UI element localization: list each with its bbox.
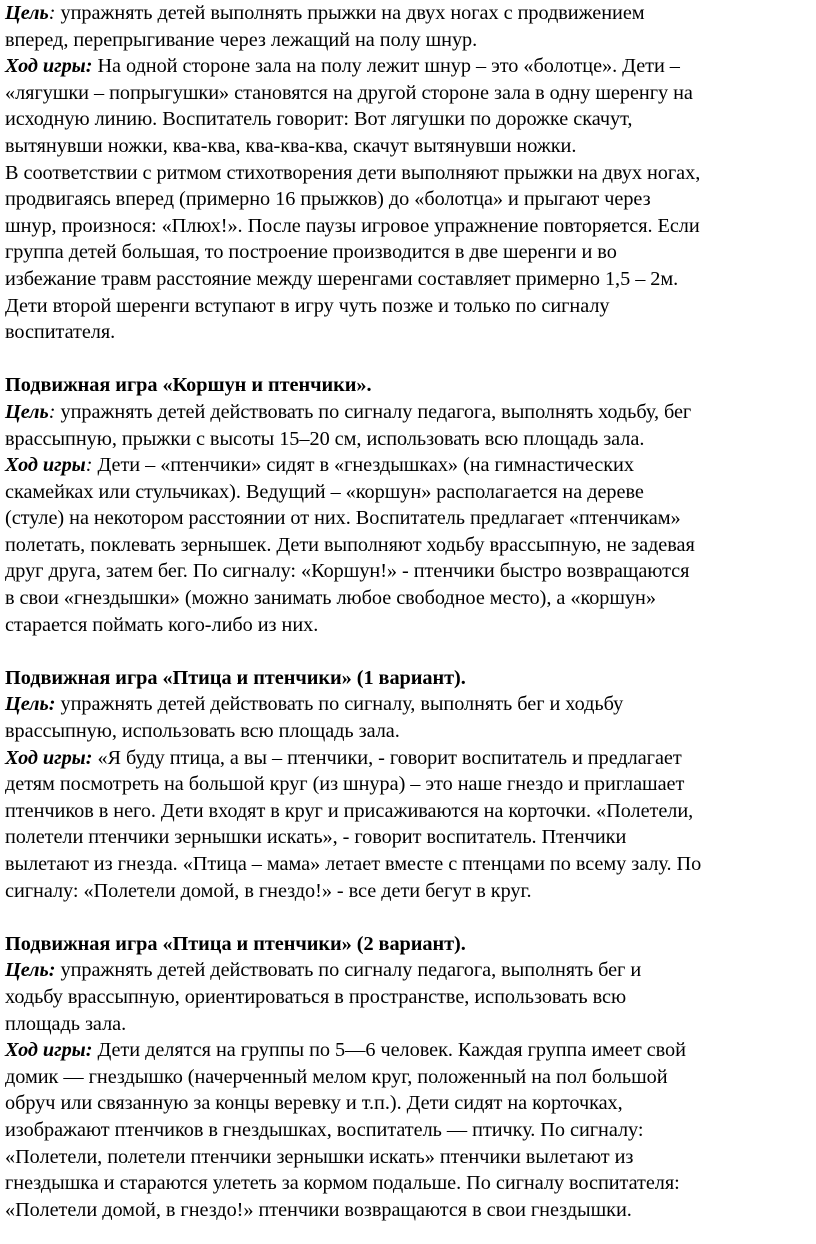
game-bird-v2-goal-line-2: ходьбу врассыпную, ориентироваться в пространстве, использовать всю	[5, 985, 627, 1008]
game-bird-v2-course-line-1	[5, 1037, 816, 1064]
game-bird-v1-course-line: полетели птенчики зернышки искать», - говорит воспитатель. Птенчики	[5, 826, 627, 849]
goal-colon: :	[48, 2, 56, 24]
goal-text: упражнять детей действовать по сигналу педагога, выполнять ходьбу, бег	[55, 400, 692, 423]
intro-course-line: вытянувши ножки, ква-ква, ква-ква-ква, скачут вытянувши ножки.	[5, 134, 577, 157]
game-kite-course-line: старается поймать кого-либо из них.	[5, 613, 319, 636]
game-kite-goal-line-1	[5, 399, 816, 426]
goal-label: Цель	[5, 400, 49, 423]
intro-goal-line-2: вперед, перепрыгивание через лежащий на полу шнур.	[5, 28, 478, 51]
intro-section	[5, 0, 816, 346]
game-bird-v2-heading: Подвижная игра «Птица и птенчики» (2 вариант).	[5, 932, 466, 955]
goal-label: Цель:	[5, 693, 56, 716]
game-bird-v2-goal-line-3: площадь зала.	[5, 1012, 127, 1035]
intro-course-line: воспитателя.	[5, 321, 116, 344]
paragraph-gap	[5, 638, 816, 665]
game-bird-v2-course-line: обруч или связанную за концы веревку и т.п.). Дети сидят на корточках,	[5, 1092, 623, 1115]
intro-course-line: «лягушки – попрыгушки» становятся на другой стороне зала в одну шеренгу на	[5, 81, 693, 104]
course-text: «Я буду птица, а вы – птенчики, - говорит воспитатель и предлагает	[92, 746, 682, 769]
game-kite-course-line: полетать, поклевать зернышек. Дети выполняют ходьбу врассыпную, не задевая	[5, 533, 695, 556]
course-label: Ход игры:	[5, 1039, 93, 1062]
game-bird-v2-goal-line-1	[5, 957, 816, 984]
intro-goal-line-1	[5, 0, 816, 27]
game-bird-v2-course-line: изображают птенчиков в гнездышках, воспитатель — птичку. По сигналу:	[5, 1118, 644, 1141]
game-bird-v2-section	[5, 931, 816, 1224]
game-kite-section	[5, 372, 816, 638]
course-label: Ход игры:	[5, 746, 93, 769]
game-kite-course-line: друг друга, затем бег. По сигналу: «Коршун!» - птенчики быстро возвращаются	[5, 560, 690, 583]
goal-text: упражнять детей выполнять прыжки на двух ногах с продвижением	[55, 2, 645, 24]
course-label: Ход игры	[5, 454, 86, 477]
intro-course-line-1	[5, 53, 816, 80]
game-bird-v1-section	[5, 665, 816, 904]
game-bird-v2-course-line: «Полетели домой, в гнездо!» птенчики возвращаются в свои гнездышки.	[5, 1198, 632, 1221]
intro-course-line: избежание травм расстояние между шеренгами составляет примерно 1,5 – 2м.	[5, 267, 679, 290]
paragraph-gap	[5, 346, 816, 373]
goal-colon: :	[48, 400, 56, 423]
intro-course-line: В соответствии с ритмом стихотворения дети выполняют прыжки на двух ногах,	[5, 161, 701, 184]
course-text: Дети – «птенчики» сидят в «гнездышках» (на гимнастических	[92, 454, 634, 477]
game-bird-v1-course-line: вылетают из гнезда. «Птица – мама» летает вместе с птенцами по всему залу. По	[5, 853, 702, 875]
game-bird-v2-course-line: домик — гнездышко (начерченный мелом круг, положенный на пол большой	[5, 1065, 668, 1088]
game-bird-v2-course-line: «Полетели, полетели птенчики зернышки искать» птенчики вылетают из	[5, 1145, 634, 1168]
game-bird-v1-heading: Подвижная игра «Птица и птенчики» (1 вариант).	[5, 666, 466, 689]
game-bird-v1-course-line: птенчиков в него. Дети входят в круг и присаживаются на корточки. «Полетели,	[5, 799, 694, 822]
paragraph-gap	[5, 904, 816, 931]
course-colon: :	[85, 454, 93, 477]
game-bird-v1-goal-line-2: врассыпную, использовать всю площадь зала.	[5, 720, 400, 743]
intro-course-line: Дети второй шеренги вступают в игру чуть позже и только по сигналу	[5, 294, 610, 317]
game-kite-course-line-1	[5, 452, 816, 479]
goal-text: упражнять детей действовать по сигналу, выполнять бег и ходьбу	[55, 693, 624, 716]
goal-label: Цель:	[5, 959, 56, 982]
course-text: На одной стороне зала на полу лежит шнур – это «болотце». Дети –	[92, 55, 680, 78]
game-kite-course-line: скамейках или стульчиках). Ведущий – «коршун» располагается на дереве	[5, 480, 644, 503]
intro-course-line: группа детей большая, то построение производится в две шеренги и во	[5, 241, 617, 264]
game-bird-v2-course-line: гнездышка и стараются улететь за кормом подальше. По сигналу воспитателя:	[5, 1172, 680, 1195]
intro-course-line: шнур, произнося: «Плюх!». После паузы игровое упражнение повторяется. Если	[5, 214, 700, 237]
game-kite-course-line: (стуле) на некотором расстоянии от них. Воспитатель предлагает «птенчикам»	[5, 507, 681, 530]
game-kite-course-line: в свои «гнездышки» (можно занимать любое свободное место), а «коршун»	[5, 587, 656, 610]
intro-course-line: продвигаясь вперед (примерно 16 прыжков) до «болотца» и прыгают через	[5, 188, 651, 211]
game-bird-v1-goal-line-1	[5, 691, 816, 718]
goal-text: упражнять детей действовать по сигналу педагога, выполнять бег и	[55, 959, 642, 982]
course-text: Дети делятся на группы по 5—6 человек. Каждая группа имеет свой	[92, 1039, 686, 1062]
game-bird-v1-course-line: детям посмотреть на большой круг (из шнура) – это наше гнездо и приглашает	[5, 773, 685, 796]
goal-label: Цель	[5, 2, 49, 24]
course-label: Ход игры:	[5, 55, 93, 78]
game-bird-v1-course-line-1	[5, 745, 816, 772]
game-bird-v1-course-line: сигналу: «Полетели домой, в гнездо!» - все дети бегут в круг.	[5, 879, 532, 902]
game-kite-goal-line-2: врассыпную, прыжки с высоты 15–20 см, использовать всю площадь зала.	[5, 427, 645, 450]
intro-course-line: исходную линию. Воспитатель говорит: Вот лягушки по дорожке скачут,	[5, 108, 633, 131]
game-kite-heading: Подвижная игра «Коршун и птенчики».	[5, 374, 372, 397]
